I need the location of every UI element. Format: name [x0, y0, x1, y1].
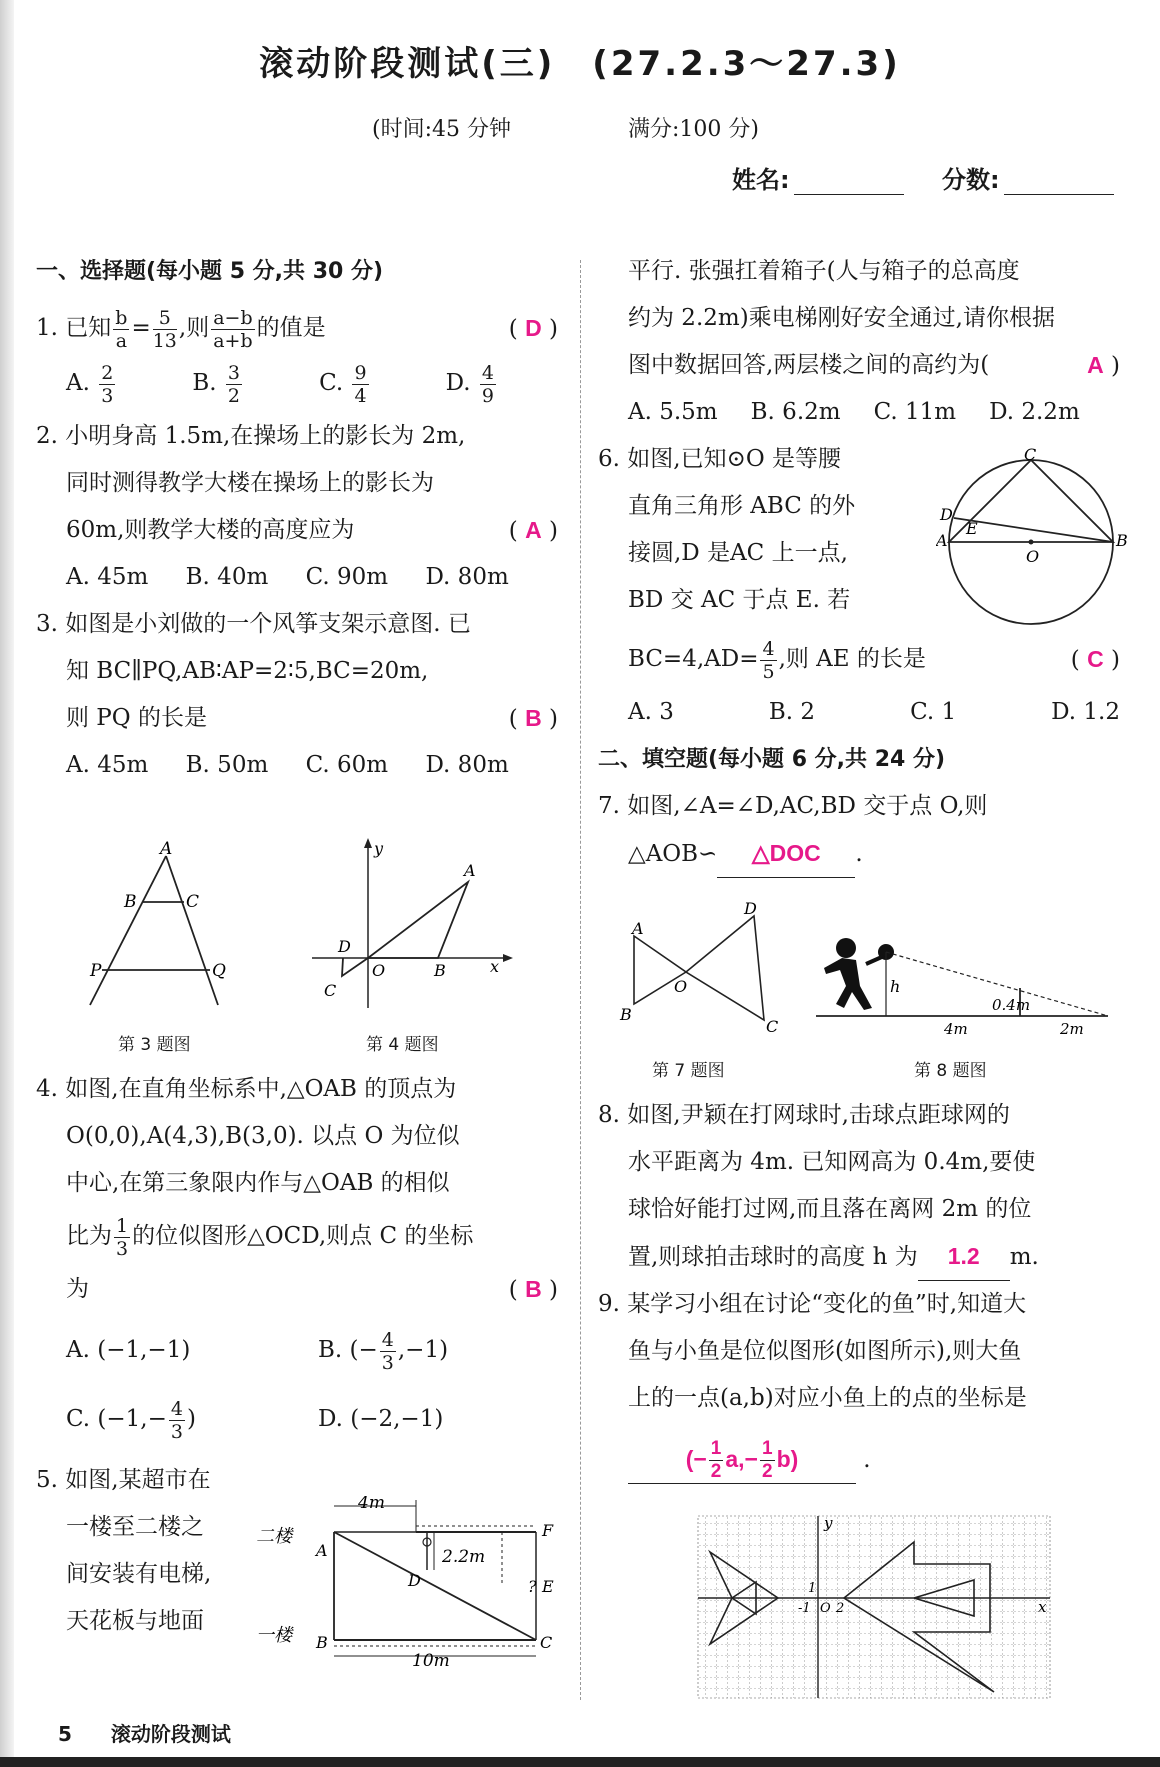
question-5-line-4: 天花板与地面 [66, 1608, 204, 1634]
answer-slot-3[interactable]: ( B ) [508, 705, 558, 732]
question-5-cont-2: 约为 2.2m)乘电梯刚好安全通过,请你根据 [628, 305, 1055, 331]
question-4-line-2: O(0,0),A(4,3),B(3,0). 以点 O 为位似 [66, 1123, 460, 1149]
frac-expr: $\frac{a-b}{a+b}$ [213, 306, 253, 352]
options-3 [36, 742, 509, 789]
left-column [36, 248, 558, 789]
answer-blank-8[interactable]: 1.2 [918, 1233, 1010, 1281]
option[interactable]: B. 40m [185, 564, 269, 590]
point-Q: Q [212, 961, 226, 981]
options-1 [36, 360, 558, 407]
options-4-row-1 [36, 1327, 558, 1374]
point-B: B [620, 1005, 632, 1024]
height-h-label: h [890, 977, 901, 996]
length-label: 10m [412, 1651, 450, 1671]
question-3-line-3: 则 PQ 的长是 ( B ) [36, 695, 558, 742]
option[interactable]: A. 45m [66, 564, 149, 590]
distance-4m-label: 4m [944, 1020, 968, 1038]
figure-7-bowtie [614, 900, 784, 1040]
option[interactable]: C. 1 [910, 699, 957, 725]
answer-blank-9[interactable]: (− $\frac{1}{2}$ a,− $\frac{1}{2}$ b) [628, 1436, 856, 1484]
point-P: P [90, 961, 102, 981]
figure-4-coordinate [308, 836, 518, 1016]
question-2-line-2: 同时测得教学大楼在操场上的影长为 [66, 470, 434, 496]
figure-7-caption: 第 7 题图 [652, 1061, 725, 1081]
right-column-lower [598, 1092, 1120, 1484]
answer-slot-5[interactable]: A ) [1087, 352, 1120, 379]
footer [58, 1718, 231, 1747]
point-A: A [936, 531, 948, 550]
option[interactable]: C. (−1,− $\frac{4}{3}$ ) [66, 1397, 196, 1443]
option[interactable]: A. 3 [628, 699, 674, 725]
option[interactable]: A. 45m [66, 752, 149, 778]
frac-5-13: $\frac{5}{13}$ [152, 306, 177, 352]
tick-2: 2 [836, 1601, 845, 1616]
point-O: O [1026, 547, 1040, 566]
options-2 [36, 554, 509, 601]
point-E: E [966, 519, 978, 538]
question-4-line-5: 为 ( B ) [36, 1266, 558, 1313]
figure-4-caption: 第 4 题图 [366, 1035, 439, 1055]
point-D: D [408, 1571, 421, 1590]
option[interactable]: B. (− $\frac{4}{3}$ ,−1) [318, 1328, 449, 1374]
option[interactable]: C. 11m [873, 399, 957, 425]
page-title: 滚动阶段测试(三) (27.2.3～27.3) [259, 44, 901, 84]
question-4-line-1: 4. 如图,在直角坐标系中,△OAB 的顶点为 [36, 1076, 457, 1102]
section-2-heading: 二、填空题(每小题 6 分,共 24 分) [598, 747, 946, 772]
answer-slot-2[interactable]: ( A ) [508, 517, 558, 544]
answer-slot-1[interactable]: ( D ) [508, 315, 558, 342]
question-7-line-1: 7. 如图,∠A=∠D,AC,BD 交于点 O,则 [598, 793, 988, 819]
question-2-line-3: 60m,则教学大楼的高度应为 ( A ) [36, 507, 558, 554]
question-6-line-3: 接圆,D 是AC 上一点, [628, 540, 848, 566]
option[interactable]: D. 80m [425, 752, 509, 778]
point-C: C [1024, 446, 1037, 464]
name-field[interactable]: 姓名: [732, 160, 904, 195]
question-6-line-2: 直角三角形 ABC 的外 [628, 493, 856, 519]
option[interactable]: B. 6.2m [750, 399, 841, 425]
distance-2m-label: 2m [1060, 1020, 1084, 1038]
point-B: B [124, 892, 137, 912]
point-E: E [542, 1577, 554, 1596]
figure-3-caption: 第 3 题图 [118, 1035, 191, 1055]
option[interactable]: A. $\frac{2}{3}$ [66, 361, 114, 407]
unknown-mark: ? [528, 1577, 537, 1596]
question-5-line-1: 5. 如图,某超市在 [36, 1467, 211, 1493]
score-field[interactable]: 分数: [942, 160, 1114, 195]
option[interactable]: B. $\frac{3}{2}$ [192, 361, 241, 407]
net-height-label: 0.4m [992, 996, 1031, 1014]
question-5-line-3: 间安装有电梯, [66, 1561, 212, 1587]
figure-8-caption: 第 8 题图 [914, 1061, 987, 1081]
section-1-heading: 一、选择题(每小题 5 分,共 30 分) [36, 259, 384, 284]
figure-5-escalator [252, 1496, 562, 1676]
point-C: C [186, 892, 200, 912]
origin-label: O [820, 1601, 831, 1616]
question-8-line-2: 水平距离为 4m. 已知网高为 0.4m,要使 [628, 1149, 1036, 1175]
question-4-line-3: 中心,在第三象限内作与△OAB 的相似 [66, 1170, 450, 1196]
point-C: C [540, 1633, 553, 1652]
figure-3-kite [80, 840, 240, 1020]
question-6-line-1: 6. 如图,已知⊙O 是等腰 [598, 446, 842, 472]
full-score: 满分:100 分) [628, 117, 759, 142]
question-2-line-1: 2. 小明身高 1.5m,在操场上的影长为 2m, [36, 423, 466, 449]
question-9-line-1: 9. 某学习小组在讨论“变化的鱼”时,知道大 [598, 1291, 1027, 1317]
axis-x-label: x [1038, 1598, 1047, 1616]
question-3-line-1: 3. 如图是小刘做的一个风筝支架示意图. 已 [36, 611, 471, 637]
option[interactable]: D. $\frac{4}{9}$ [445, 361, 494, 407]
question-6-line-4: BD 交 AC 于点 E. 若 [628, 587, 851, 613]
point-B: B [1116, 531, 1128, 550]
score-blank[interactable] [1004, 172, 1114, 195]
point-C: C [766, 1017, 779, 1036]
options-6 [598, 689, 1120, 736]
height-label: 2.2m [442, 1547, 486, 1567]
question-9-line-2: 鱼与小鱼是位似图形(如图所示),则大鱼 [628, 1338, 1022, 1364]
point-D: D [940, 505, 953, 524]
axis-y-label: y [374, 839, 384, 858]
option[interactable]: D. 1.2 [1051, 699, 1120, 725]
floor-1-label: 一楼 [256, 1625, 292, 1646]
question-7-line-2: △AOB∽ △DOC . [598, 830, 1120, 878]
answer-slot-4[interactable]: ( B ) [508, 1276, 558, 1303]
time-limit: (时间:45 分钟 [372, 117, 511, 142]
question-5-cont-1: 平行. 张强扛着箱子(人与箱子的总高度 [628, 258, 1020, 284]
tick-neg-1: -1 [798, 1601, 811, 1616]
option[interactable]: A. (−1,−1) [66, 1337, 191, 1363]
option[interactable]: A. 5.5m [628, 399, 718, 425]
option[interactable]: B. 2 [768, 699, 816, 725]
point-O: O [372, 961, 386, 980]
options-4-row-2 [36, 1396, 558, 1443]
question-9-line-3: 上的一点(a,b)对应小鱼上的点的坐标是 [628, 1385, 1027, 1411]
width-label: 4m [358, 1496, 385, 1513]
point-D: D [338, 937, 351, 956]
bottom-edge [0, 1757, 1160, 1767]
question-9-line-4: (− $\frac{1}{2}$ a,− $\frac{1}{2}$ b) . [598, 1436, 1120, 1484]
point-F: F [542, 1521, 554, 1540]
option[interactable]: B. 50m [185, 752, 269, 778]
question-8-line-1: 8. 如图,尹颖在打网球时,击球点距球网的 [598, 1102, 1010, 1128]
point-A: A [316, 1541, 328, 1560]
question-1: 1. 已知 $\frac{b}{a}$ = $\frac{5}{13}$ ,则 $\frac{a-b}{a+b}$ 的值是 ( D ) [36, 306, 558, 352]
footer-text: 滚动阶段测试 [110, 1722, 231, 1746]
page-binding-shadow [0, 0, 14, 1767]
frac-b-a: $\frac{b}{a}$ [115, 306, 128, 352]
question-4-line-4: 比为 $\frac{1}{3}$ 的位似图形△OCD,则点 C 的坐标 [66, 1214, 474, 1260]
point-A: A [464, 861, 476, 880]
question-6-line-5: BC=4,AD= $\frac{4}{5}$ ,则 AE 的长是 ( C ) [628, 637, 1120, 683]
point-A: A [632, 919, 644, 938]
axis-y-label: y [824, 1514, 833, 1532]
question-3-line-2: 知 BC∥PQ,AB∶AP=2∶5,BC=20m, [66, 658, 429, 684]
figure-6-circle [936, 446, 1136, 626]
option[interactable]: C. 90m [305, 564, 389, 590]
floor-2-label: 二楼 [256, 1526, 292, 1547]
answer-slot-6[interactable]: ( C ) [1070, 646, 1120, 673]
point-C: C [324, 981, 337, 1000]
axis-x-label: x [490, 957, 500, 976]
option[interactable]: D. 2.2m [989, 399, 1080, 425]
option[interactable]: D. (−2,−1) [318, 1406, 444, 1432]
page-number: 5 [58, 1722, 72, 1746]
question-8-line-4: 置,则球拍击球时的高度 h 为 1.2 m. [598, 1233, 1120, 1281]
point-A: A [160, 840, 173, 859]
option[interactable]: C. 60m [305, 752, 389, 778]
option[interactable]: C. $\frac{9}{4}$ [319, 361, 367, 407]
option[interactable]: D. 80m [425, 564, 509, 590]
column-divider [580, 260, 581, 1700]
tick-1: 1 [808, 1581, 817, 1596]
options-5 [598, 389, 1080, 436]
question-8-line-3: 球恰好能打过网,而且落在离网 2m 的位 [628, 1196, 1032, 1222]
figure-8-tennis [796, 930, 1116, 1040]
question-5-line-2: 一楼至二楼之 [66, 1514, 204, 1540]
question-5-cont-3: 图中数据回答,两层楼之间的高约为( A ) [598, 342, 1120, 389]
point-B: B [316, 1633, 328, 1652]
point-O: O [674, 977, 688, 996]
answer-blank-7[interactable]: △DOC [717, 830, 855, 878]
name-blank[interactable] [794, 172, 904, 195]
point-D: D [744, 900, 757, 918]
figure-9-fish-grid [694, 1512, 1054, 1702]
point-B: B [434, 961, 446, 980]
